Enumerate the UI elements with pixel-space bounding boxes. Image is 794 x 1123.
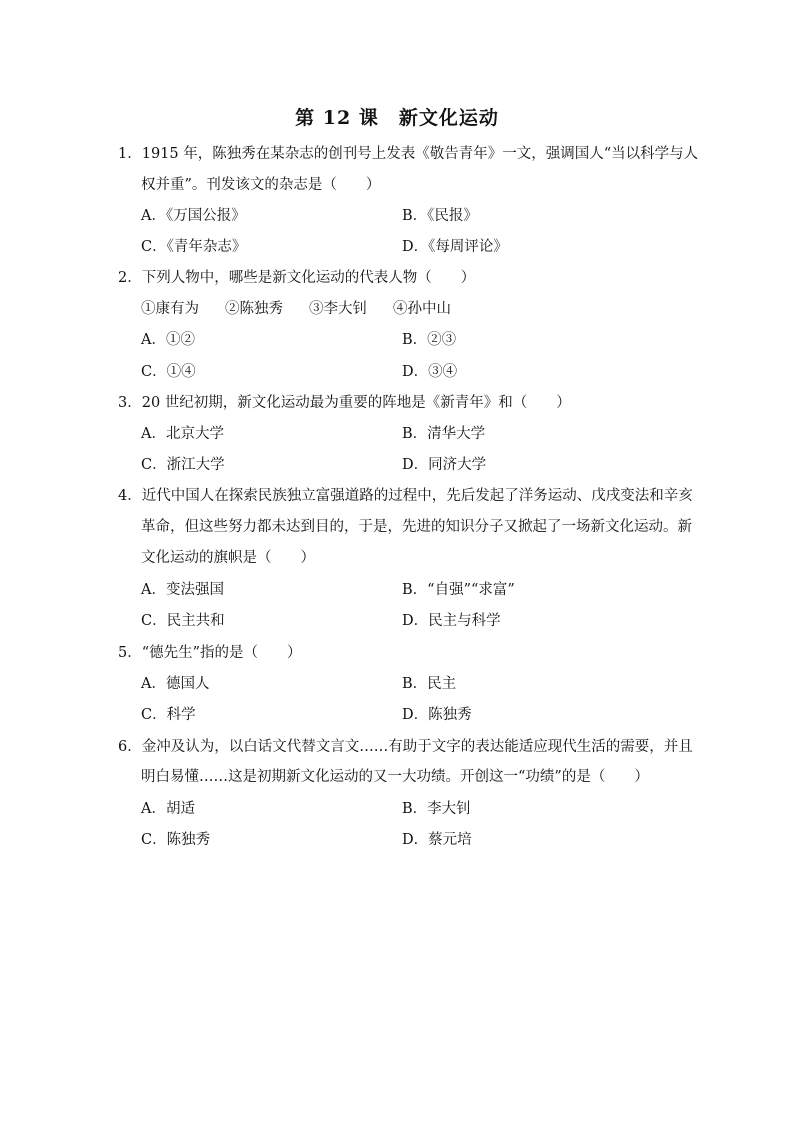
page-title: [0, 103, 794, 130]
question-2-line-1: 2．下列人物中，哪些是新文化运动的代表人物（ ）: [118, 270, 476, 286]
question-3-option-b: B．清华大学: [402, 426, 486, 442]
question-2-item-3: ③李大钊: [309, 301, 367, 317]
question-1-line-2: 权并重”。刊发该文的杂志是（ ）: [141, 177, 381, 193]
question-4-option-c: C．民主共和: [141, 613, 225, 629]
question-5-line-1: 5．“德先生”指的是（ ）: [118, 645, 302, 661]
question-1-line-1: 1．1915 年，陈独秀在某杂志的创刊号上发表《敬告青年》一文，强调国人“当以科学与人: [118, 146, 699, 162]
question-1-option-a: A．《万国公报》: [141, 208, 246, 224]
question-6-option-d: D．蔡元培: [402, 832, 472, 848]
question-2-option-c: C．①④: [141, 364, 196, 380]
question-6-line-1: 6．金冲及认为，以白话文代替文言文……有助于文字的表达能适应现代生活的需要，并且: [118, 739, 693, 755]
question-1-option-d: D．《每周评论》: [402, 239, 508, 255]
question-2-option-a: A．①②: [141, 332, 195, 348]
question-4-option-b: B．“自强”“求富”: [402, 582, 515, 598]
question-5-option-c: C．科学: [141, 707, 196, 723]
question-3-option-c: C．浙江大学: [141, 457, 225, 473]
question-2-item-2: ②陈独秀: [225, 301, 283, 317]
question-3-option-d: D．同济大学: [402, 457, 487, 473]
question-4-line-3: 文化运动的旗帜是（ ）: [141, 550, 315, 566]
question-2-items: [141, 299, 477, 319]
question-1-option-b: B．《民报》: [402, 208, 478, 224]
question-6-option-c: C．陈独秀: [141, 832, 211, 848]
question-3-option-a: A．北京大学: [141, 426, 224, 442]
question-4-option-d: D．民主与科学: [402, 613, 501, 629]
question-5-option-b: B．民主: [402, 676, 457, 692]
question-2-option-b: B．②③: [402, 332, 457, 348]
question-5-option-a: A．德国人: [141, 676, 210, 692]
question-3-line-1: 3．20 世纪初期，新文化运动最为重要的阵地是《新青年》和（ ）: [118, 395, 571, 411]
question-6-option-a: A．胡适: [141, 801, 195, 817]
question-6-option-b: B．李大钊: [402, 801, 471, 817]
question-5-option-d: D．陈独秀: [402, 707, 472, 723]
lesson-number: 第 12 课: [295, 107, 379, 129]
question-2-item-1: ①康有为: [141, 301, 199, 317]
question-4-option-a: A．变法强国: [141, 582, 224, 598]
lesson-name: 新文化运动: [398, 107, 499, 129]
question-6-line-2: 明白易懂……这是初期新文化运动的又一大功绩。开创这一“功绩”的是（ ）: [141, 769, 649, 785]
question-4-line-1: 4．近代中国人在探索民族独立富强道路的过程中，先后发起了洋务运动、戊戌变法和辛亥: [118, 488, 693, 504]
question-2-option-d: D．③④: [402, 364, 458, 380]
question-4-line-2: 革命，但这些努力都未达到目的，于是，先进的知识分子又掀起了一场新文化运动。新: [141, 519, 692, 535]
question-1-option-c: C．《青年杂志》: [141, 239, 247, 255]
question-2-item-4: ④孙中山: [393, 301, 451, 317]
